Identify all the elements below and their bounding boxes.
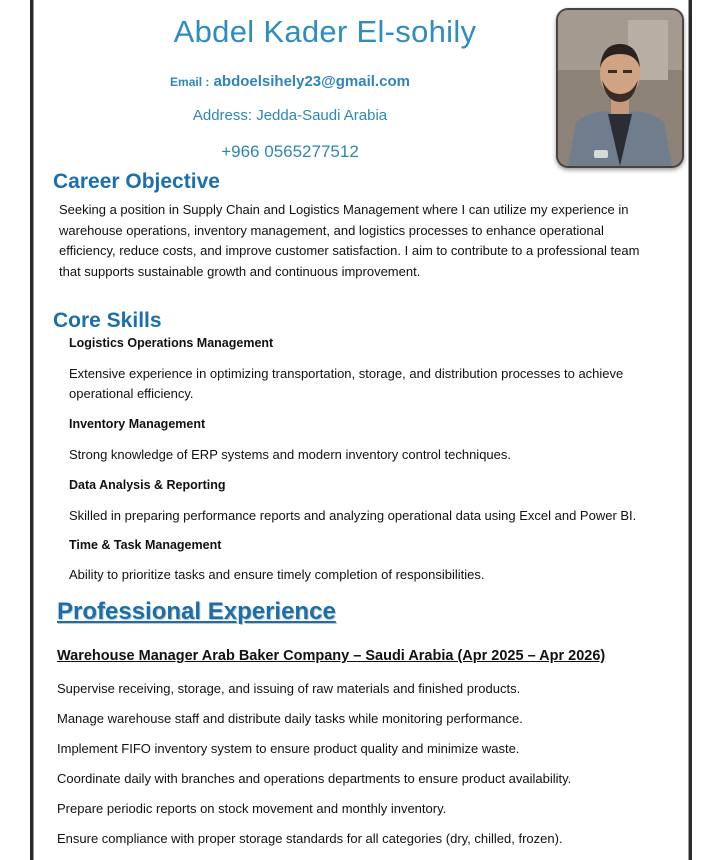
profile-photo: [556, 8, 684, 168]
skill-title: Inventory Management: [69, 417, 206, 431]
address: Address: Jedda-Saudi Arabia: [192, 107, 388, 124]
email-link[interactable]: abdoelsihely23@gmail.com: [213, 73, 410, 90]
phone-prefix: +966: [221, 142, 265, 161]
career-objective-text: [59, 200, 669, 282]
skill-desc-line: Ability to prioritize tasks and ensure timely completion of responsibilities.: [69, 567, 485, 582]
duty-item: Implement FIFO inventory system to ensure product quality and minimize waste.: [57, 741, 520, 756]
objective-line: efficiency, reduce costs, and improve customer satisfaction. I aim to contribute to a professional team: [59, 243, 640, 258]
duty-item: Coordinate daily with branches and operations departments to ensure product availability.: [57, 771, 572, 786]
duty-item: Manage warehouse staff and distribute daily tasks while monitoring performance.: [57, 711, 523, 726]
career-objective-heading: Career Objective: [53, 170, 220, 193]
skill-title: Data Analysis & Reporting: [69, 478, 226, 492]
skill-desc-line: Extensive experience in optimizing transportation, storage, and distribution processes to achieve: [69, 366, 624, 381]
skill-description: [69, 506, 669, 526]
objective-line: Seeking a position in Supply Chain and Logistics Management where I can utilize my experience in: [59, 202, 629, 217]
objective-line: that supports sustainable growth and continuous improvement.: [59, 263, 421, 279]
person-photo-icon: [558, 10, 682, 166]
skill-title: Time & Task Management: [69, 538, 222, 552]
skill-desc-line: Strong knowledge of ERP systems and modern inventory control techniques.: [69, 447, 511, 462]
professional-experience-heading: Professional Experience: [57, 598, 336, 625]
skill-title: Logistics Operations Management: [69, 336, 274, 350]
phone-line: [0, 142, 580, 162]
candidate-name: Abdel Kader El-sohily: [173, 14, 477, 49]
skill-description: [69, 565, 669, 585]
core-skills-heading: Core Skills: [53, 309, 162, 332]
job-title: Warehouse Manager Arab Baker Company – Saudi Arabia (Apr 2025 – Apr 2026): [57, 648, 606, 664]
skill-description: [69, 364, 669, 404]
skill-desc-line: operational efficiency.: [69, 386, 194, 401]
skill-description: [69, 445, 669, 465]
duty-item: Ensure compliance with proper storage standards for all categories (dry, chilled, frozen).: [57, 831, 563, 846]
phone-number: 0565277512: [264, 142, 359, 161]
duty-item: Supervise receiving, storage, and issuing of raw materials and finished products.: [57, 681, 521, 696]
objective-line: warehouse operations, inventory management, and logistics processes to enhance operational: [59, 222, 604, 238]
duty-item: Prepare periodic reports on stock movement and monthly inventory.: [57, 801, 447, 816]
skill-desc-line: Skilled in preparing performance reports and analyzing operational data using Excel and Power BI.: [69, 508, 637, 523]
email-line: [0, 73, 580, 90]
email-label: Email :: [170, 75, 210, 89]
